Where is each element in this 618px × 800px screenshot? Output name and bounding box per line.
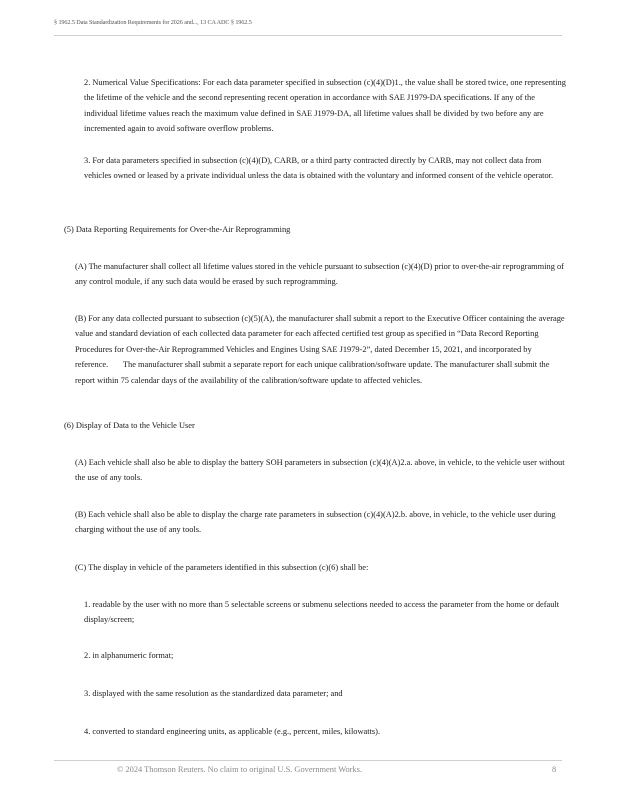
paragraph-report-submission: (B) For any data collected pursuant to subsection (c)(5)(A), the manufacturer shall submit a report to the Executive Officer containing the average value and standard deviation of each collected data parameter for each affected certified test group as specified in “Data Record Reporting Procedures for Over-the-Air Reprogrammed Vehicles and Engines Using SAE J1979-2”, dated December 15, 2021, and incorporated by reference. The manufacturer shall submit a separate report for each unique calibration/software update. The manufacturer shall submit the report within 75 calendar days of the availability of the calibration/software update to affected vehicles. [75,314,565,385]
running-header: § 1962.5 Data Standardization Requirements for 2026 and..., 13 CA ADC § 1962.5 [54,19,252,26]
paragraph-display-soh: (A) Each vehicle shall also be able to display the battery SOH parameters in subsection (c)(4)(A)2.a. above, in vehicle, to the vehicle user without the use of any tools. [75,458,565,483]
list-item-resolution: 3. displayed with the same resolution as the standardized data parameter; and [84,689,343,698]
paragraph-display-charge-rate: (B) Each vehicle shall also be able to display the charge rate parameters in subsection (c)(4)(A)2.b. above, in vehicle, to the vehicle user during charging without the use of any tools. [75,510,556,535]
footer-copyright: © 2024 Thomson Reuters. No claim to original U.S. Government Works. [117,765,362,774]
list-item-alphanumeric: 2. in alphanumeric format; [84,651,174,660]
footer-divider [54,760,562,761]
paragraph-display-requirements: (C) The display in vehicle of the parameters identified in this subsection (c)(6) shall be: [75,563,369,572]
header-divider [54,35,562,36]
page-number: 8 [552,765,557,774]
section-heading-display-data: (6) Display of Data to the Vehicle User [64,421,195,430]
paragraph-collect-lifetime-values: (A) The manufacturer shall collect all lifetime values stored in the vehicle pursuant to subsection (c)(4)(D) prior to over-the-air reprogramming of any control module, if any such data would be erased by such reprogramming. [75,262,564,287]
list-item-engineering-units: 4. converted to standard engineering units, as applicable (e.g., percent, miles, kilowatts). [84,727,381,736]
paragraph-data-consent: 3. For data parameters specified in subsection (c)(4)(D), CARB, or a third party contracted directly by CARB, may not collect data from vehicles owned or leased by a private individual unless the data is obtained with the voluntary and informed consent of the vehicle operator. [84,156,554,181]
list-item-readable: 1. readable by the user with no more than 5 selectable screens or submenu selections needed to access the parameter from the home or default display/screen; [84,600,560,625]
paragraph-numerical-value-specifications: 2. Numerical Value Specifications: For each data parameter specified in subsection (c)(4)(D)1., the value shall be stored twice, one representing the lifetime of the vehicle and the second representing recent operation in accordance with SAE J1979-DA specifications. If any of the individual lifetime values reach the maximum value defined in SAE J1979-DA, all lifetime values shall be divided by two before any are incremented again to avoid software overflow problems. [84,78,566,134]
section-heading-ota-reporting: (5) Data Reporting Requirements for Over-the-Air Reprogramming [64,225,291,234]
